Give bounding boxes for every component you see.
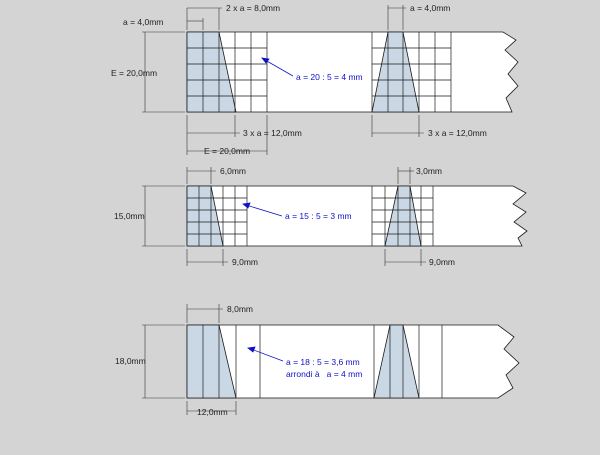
strip-2 — [187, 186, 527, 246]
dim-label-vertical: 18,0mm — [115, 356, 146, 366]
dim-label-bottom: 12,0mm — [197, 407, 228, 417]
dim-label-bottom-left: 9,0mm — [232, 257, 258, 267]
note-label-2: a = 15 : 5 = 3 mm — [285, 211, 352, 221]
dim-label-a-right: a = 4,0mm — [410, 3, 451, 13]
note-label-1: a = 20 : 5 = 4 mm — [296, 72, 363, 82]
dim-label-top: 8,0mm — [227, 304, 253, 314]
dim-label-bottom-right: 9,0mm — [429, 257, 455, 267]
dim-label-a-left: a = 4,0mm — [123, 17, 164, 27]
note-label-3-line1: a = 18 : 5 = 3,6 mm — [286, 357, 360, 367]
dim-label-E-vertical: E = 20,0mm — [111, 68, 158, 78]
diagram-2 — [114, 166, 527, 267]
dim-label-top-left: 6,0mm — [220, 166, 246, 176]
dim-label-vertical: 15,0mm — [114, 211, 145, 221]
diagram-3 — [115, 304, 519, 417]
dim-label-E-horizontal: E = 20,0mm — [204, 146, 251, 156]
dim-label-top-right: 3,0mm — [416, 166, 442, 176]
note-label-3-line2: arrondi à a = 4 mm — [286, 369, 363, 379]
dim-label-3a-right: 3 x a = 12,0mm — [428, 128, 487, 138]
dim-label-3a-left: 3 x a = 12,0mm — [243, 128, 302, 138]
dim-label-2a: 2 x a = 8,0mm — [226, 3, 281, 13]
diagram-1 — [111, 3, 518, 156]
